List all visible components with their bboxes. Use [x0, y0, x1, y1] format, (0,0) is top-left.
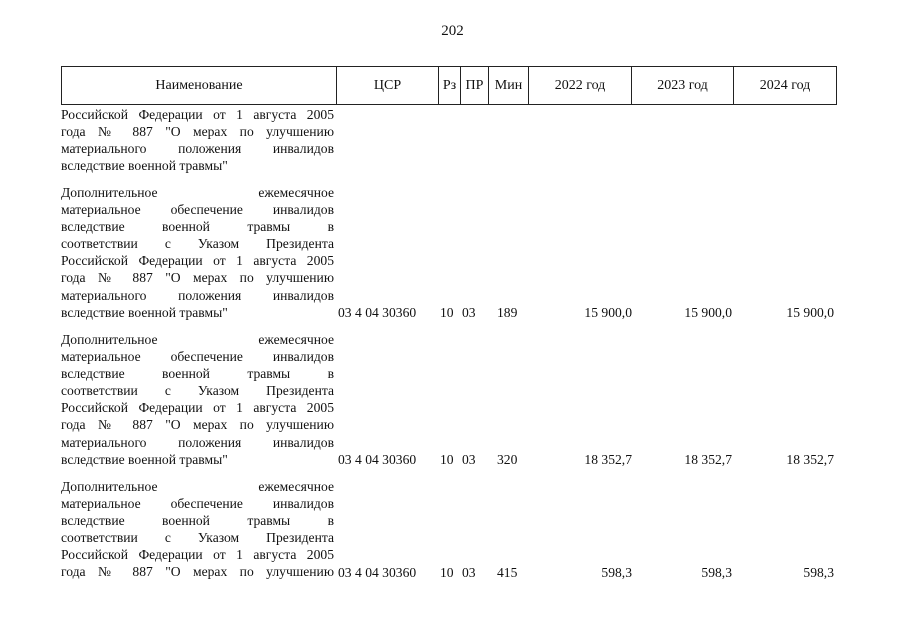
- column-header-2024: 2024 год: [734, 67, 837, 105]
- row-name-line: Российской Федерации от 1 августа 2005: [61, 253, 334, 269]
- column-header-2023: 2023 год: [632, 67, 734, 105]
- row-name-line: вследствие военной травмы": [61, 451, 228, 467]
- cell-min: 320: [497, 451, 518, 467]
- column-header-pr: ПР: [461, 67, 489, 105]
- column-header-rz: Рз: [439, 67, 461, 105]
- row-name: [61, 478, 334, 581]
- cell-2022: 18 352,7: [584, 451, 632, 467]
- cell-2024: 15 900,0: [786, 304, 834, 320]
- row-name-line: Дополнительное ежемесячное: [61, 479, 334, 494]
- row-name-line: Российской Федерации от 1 августа 2005: [61, 400, 334, 416]
- cell-2023: 18 352,7: [684, 451, 732, 467]
- row-name: [61, 331, 334, 468]
- cell-2024: 598,3: [803, 564, 834, 580]
- cell-pr: 03: [462, 564, 476, 580]
- column-header-name: Наименование: [62, 67, 337, 105]
- cell-pr: 03: [462, 304, 476, 320]
- row-name-line: материального положения инвалидов: [61, 434, 334, 450]
- cell-csr: 03 4 04 30360: [338, 564, 417, 580]
- cell-2023: 598,3: [701, 564, 732, 580]
- cell-rz: 10: [440, 451, 454, 467]
- cell-rz: 10: [440, 304, 454, 320]
- row-name-line: материальное обеспечение инвалидов: [61, 202, 334, 218]
- row-name-line: материальное обеспечение инвалидов: [61, 349, 334, 365]
- cell-min: 189: [497, 304, 518, 320]
- table-header: [61, 66, 837, 105]
- cell-2022: 15 900,0: [584, 304, 632, 320]
- row-name-line: года № 887 "О мерах по улучшению: [61, 270, 334, 286]
- row-name-line: соответствии с Указом Президента: [61, 236, 334, 252]
- column-header-2022: 2022 год: [529, 67, 632, 105]
- row-name-line: Дополнительное ежемесячное: [61, 185, 334, 200]
- row-name-line: года № 887 "О мерах по улучшению: [61, 564, 334, 580]
- column-header-csr: ЦСР: [337, 67, 439, 105]
- cell-csr: 03 4 04 30360: [338, 451, 417, 467]
- row-name-line: соответствии с Указом Президента: [61, 383, 334, 399]
- cell-rz: 10: [440, 564, 454, 580]
- row-name: [61, 184, 334, 321]
- row-name-line: года № 887 "О мерах по улучшению: [61, 417, 334, 433]
- row-name-line: вследствие военной травмы в: [61, 513, 334, 529]
- cell-2024: 18 352,7: [786, 451, 834, 467]
- page-number: 202: [441, 23, 464, 39]
- cell-pr: 03: [462, 451, 476, 467]
- row-name-line: вследствие военной травмы": [61, 158, 228, 174]
- row-name-line: Российской Федерации от 1 августа 2005: [61, 547, 334, 563]
- row-name-line: вследствие военной травмы в: [61, 366, 334, 382]
- row-name-line: материальное обеспечение инвалидов: [61, 496, 334, 512]
- row-name-line: Дополнительное ежемесячное: [61, 332, 334, 347]
- row-name-line: вследствие военной травмы в: [61, 219, 334, 235]
- row-name-line: материального положения инвалидов: [61, 287, 334, 303]
- column-header-min: Мин: [489, 67, 529, 105]
- cell-2022: 598,3: [601, 564, 632, 580]
- row-name-line: материального положения инвалидов: [61, 141, 334, 157]
- row-name-line: года № 887 "О мерах по улучшению: [61, 124, 334, 140]
- cell-min: 415: [497, 564, 518, 580]
- row-name-line: Российской Федерации от 1 августа 2005: [61, 107, 334, 122]
- row-name-line: соответствии с Указом Президента: [61, 530, 334, 546]
- row-name-line: вследствие военной травмы": [61, 304, 228, 320]
- cell-2023: 15 900,0: [684, 304, 732, 320]
- cell-csr: 03 4 04 30360: [338, 304, 417, 320]
- row-name: [61, 106, 334, 174]
